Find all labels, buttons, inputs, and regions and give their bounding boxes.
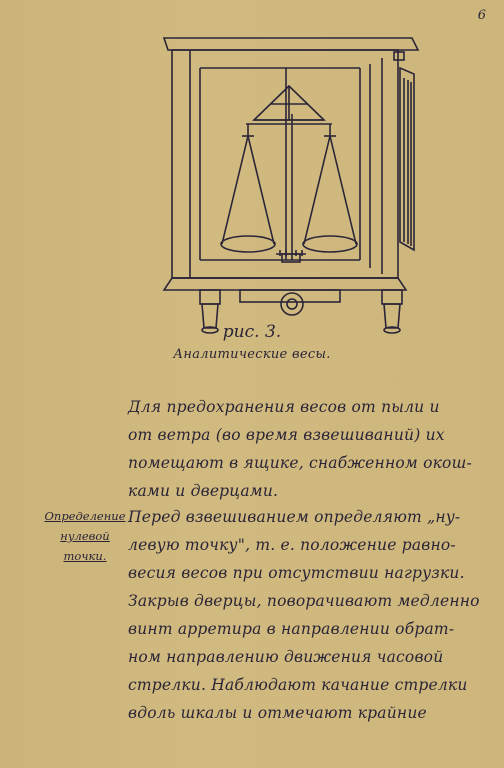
right-foot (382, 290, 402, 304)
figure-caption: Аналитические весы. (173, 347, 331, 362)
margin-note-line-1: Определение (44, 509, 126, 523)
margin-note-line-2: нулевой (60, 529, 110, 543)
body-line-4: ками и дверцами. (128, 482, 279, 500)
margin-note-line-3: точки. (63, 549, 107, 563)
body-line-3: помещают в ящике, снабженном окош- (128, 454, 472, 472)
left-pan (221, 236, 275, 252)
figure-number: рис. 3. (222, 322, 282, 342)
body-line-5: Перед взвешиванием определяют „ну- (128, 508, 461, 526)
body-line-8: Закрыв дверцы, поворачивают медленно (128, 592, 480, 610)
left-pan-hanger (222, 136, 274, 244)
body-line-1: Для предохранения весов от пыли и (128, 398, 440, 416)
leveling-wheel (281, 293, 303, 315)
body-line-6: левую точку", т. е. положение равно- (128, 536, 456, 554)
right-pan-hanger (304, 136, 356, 244)
body-line-10: ном направлению движения часовой (128, 648, 444, 666)
side-window (400, 68, 414, 250)
case-base (164, 278, 406, 290)
body-line-12: вдоль шкалы и отмечают крайние (128, 704, 427, 722)
body-line-2: от ветра (во время взвешиваний) их (128, 426, 445, 444)
body-line-7: весия весов при отсутствии нагрузки. (128, 564, 465, 582)
margin-note (44, 506, 126, 566)
analytical-balance-illustration (150, 28, 430, 348)
left-foot (200, 290, 220, 304)
body-line-9: винт арретира в направлении обрат- (128, 620, 455, 638)
case-frame (172, 50, 398, 278)
right-pan (303, 236, 357, 252)
body-line-11: стрелки. Наблюдают качание стрелки (128, 676, 468, 694)
case-top (164, 38, 418, 50)
page-number: 6 (477, 8, 486, 23)
